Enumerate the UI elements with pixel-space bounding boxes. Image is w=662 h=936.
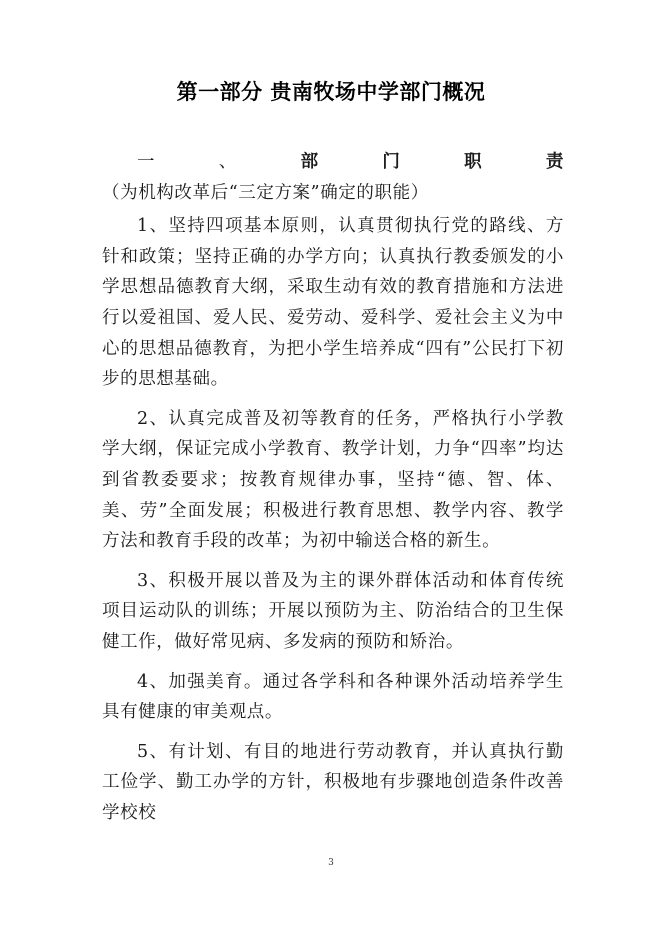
section-heading-strong: 部门职责 <box>300 152 564 172</box>
page-title: 第一部分 贵南牧场中学部门概况 <box>176 80 486 104</box>
paragraph-5: 5、有计划、有目的地进行劳动教育，并认真执行勤工俭学、勤工办学的方针，积极地有步骤地创造条件改善学校校 <box>102 741 564 823</box>
document-body <box>102 147 564 837</box>
paragraph-4: 4、加强美育。通过各学科和各种课外活动培养学生具有健康的审美观点。 <box>102 671 564 723</box>
page-number: 3 <box>328 858 334 868</box>
paragraph-2: 2、认真完成普及初等教育的任务，严格执行小学教学大纲，保证完成小学教育、教学计划，力争“四率”均达到省教委要求；按教育规律办事，坚持“德、智、体、美、劳”全面发展；积极进行教育思想、教学内容、教学方法和教育手段的改革；为初中输送合格的新生。 <box>102 408 564 552</box>
section-heading-suffix: （为机构改革后“三定方案”确定的职能） <box>102 182 429 203</box>
section-heading <box>102 147 564 208</box>
section-heading-prefix: 一、 <box>137 152 301 172</box>
paragraph-1: 1、坚持四项基本原则，认真贯彻执行党的路线、方针和政策；坚持正确的办学方向；认真执行教委颁发的小学思想品德教育大纲，采取生动有效的教育措施和方法进行以爱祖国、爱人民、爱劳动、爱科学、爱社会主义为中心的思想品德教育，为把小学生培养成“四有”公民打下初步的思想基础。 <box>102 216 564 390</box>
paragraph-3: 3、积极开展以普及为主的课外群体活动和体育传统项目运动队的训练；开展以预防为主、防治结合的卫生保健工作，做好常见病、多发病的预防和矫治。 <box>102 570 564 652</box>
